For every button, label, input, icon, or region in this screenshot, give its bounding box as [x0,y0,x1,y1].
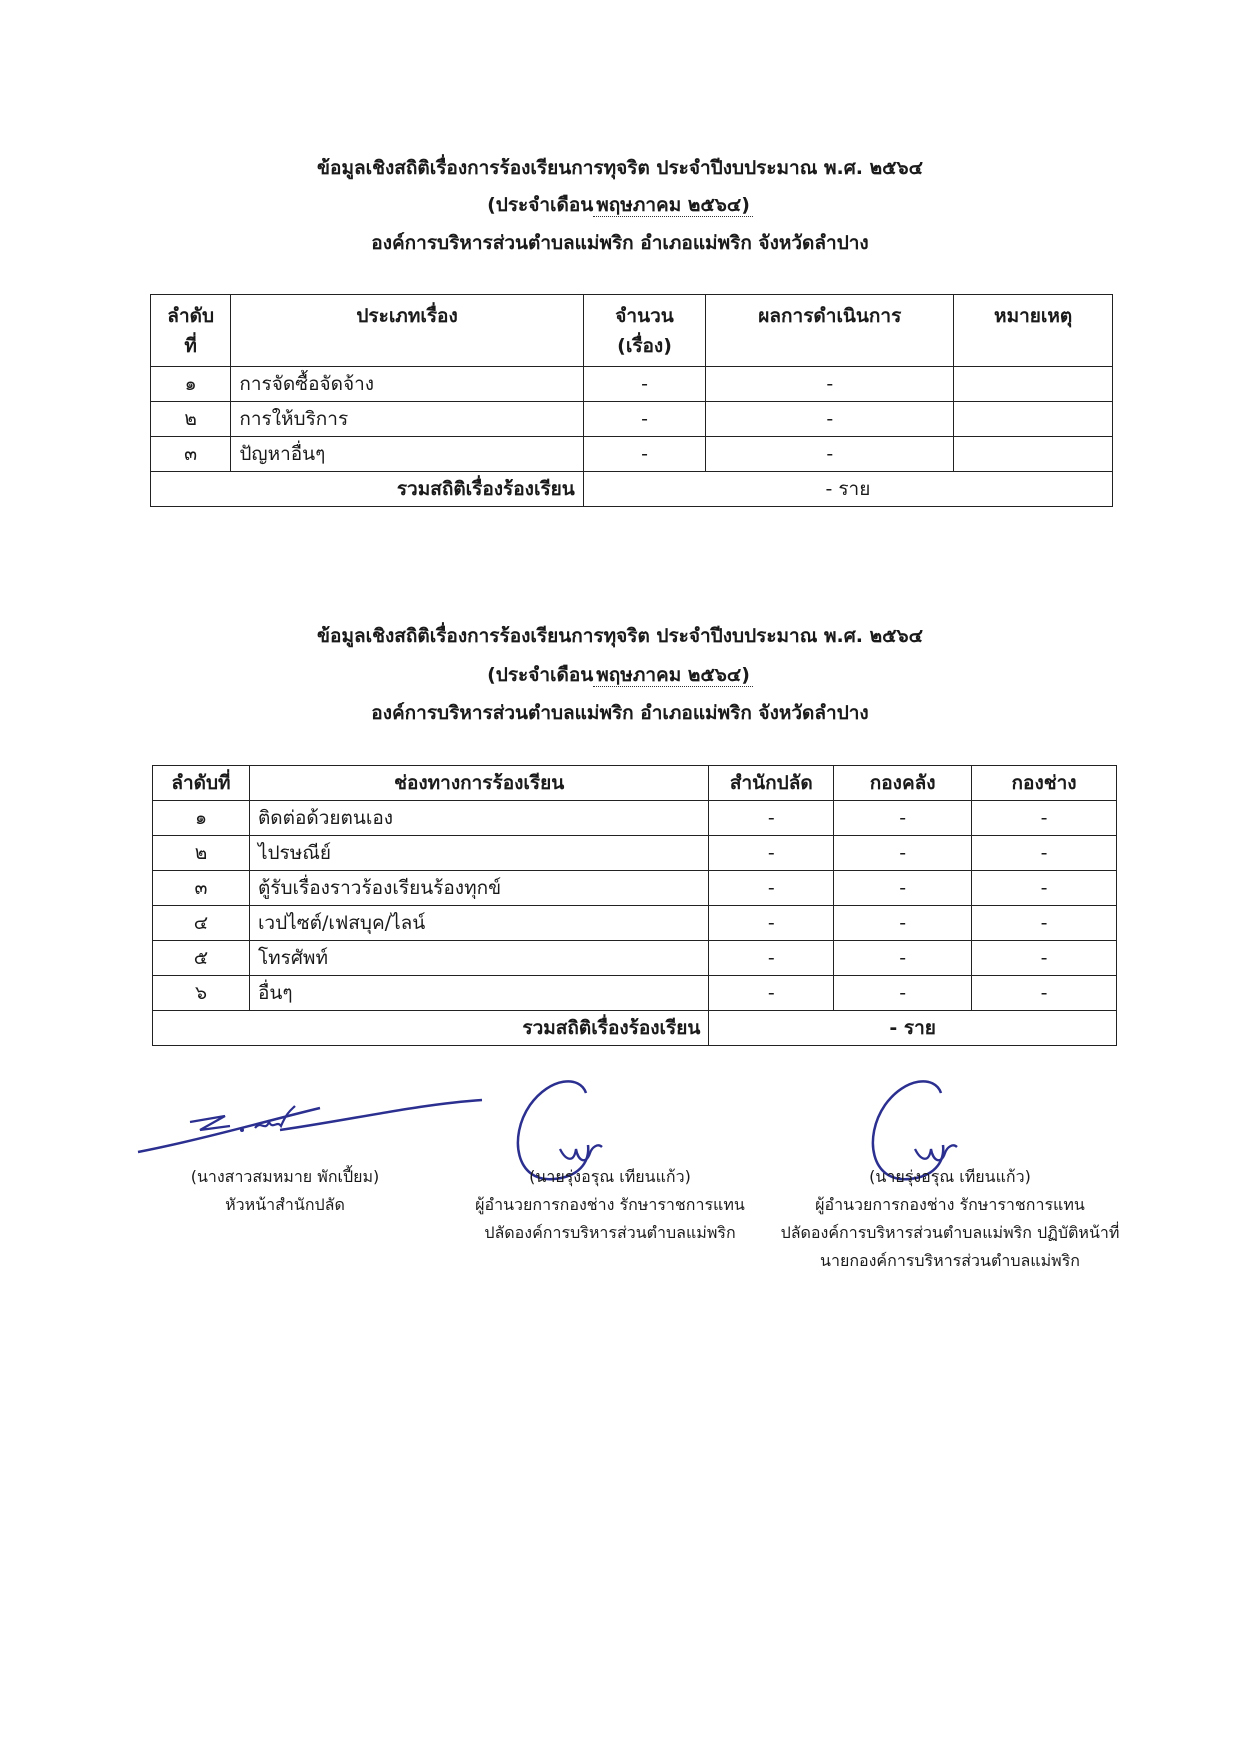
row-no: ๓ [153,871,250,906]
row-office: - [709,836,834,871]
table-row [153,976,1117,1011]
row-finance: - [834,976,972,1011]
section2-month-prefix: (ประจำเดือน [487,664,594,686]
table-total-row [151,472,1113,507]
row-finance: - [834,871,972,906]
table-total-row [153,1011,1117,1046]
total-value: - ราย [709,1011,1117,1046]
col-header-type: ประเภทเรื่อง [231,295,583,367]
total-label: รวมสถิติเรื่องร้องเรียน [153,1011,709,1046]
col-header-result: ผลการดำเนินการ [706,295,954,367]
section2-month [0,664,1240,686]
row-finance: - [834,836,972,871]
table-row [153,941,1117,976]
row-channel: ติดต่อด้วยตนเอง [249,801,708,836]
row-no: ๒ [151,402,231,437]
section1-month [0,194,1240,216]
row-office: - [709,871,834,906]
signature-block-3 [740,1163,1160,1275]
row-office: - [709,976,834,1011]
section1-month-prefix: (ประจำเดือน [487,194,594,216]
section2-org: องค์การบริหารส่วนตำบลแม่พริก อำเภอแม่พริก จังหวัดลำปาง [371,702,869,724]
complaint-channel-table [152,765,1117,1046]
row-count: - [583,367,706,402]
section1-month-value: พฤษภาคม ๒๕๖๔) [593,194,753,217]
signer-position: ปลัดองค์การบริหารส่วนตำบลแม่พริก ปฏิบัติหน้าที่ [780,1223,1120,1242]
row-engineering: - [972,941,1117,976]
signer-position: นายกองค์การบริหารส่วนตำบลแม่พริก [820,1251,1080,1270]
table-row [153,906,1117,941]
row-note [954,402,1113,437]
signer-position: ผู้อำนวยการกองช่าง รักษาราชการแทน [815,1195,1085,1214]
col-header-finance: กองคลัง [834,766,972,801]
signer-position: ปลัดองค์การบริหารส่วนตำบลแม่พริก [484,1223,736,1242]
total-value: - ราย [583,472,1112,507]
row-type: การให้บริการ [231,402,583,437]
row-no: ๕ [153,941,250,976]
row-office: - [709,801,834,836]
row-finance: - [834,941,972,976]
row-count: - [583,402,706,437]
row-no: ๒ [153,836,250,871]
row-result: - [706,437,954,472]
table-header-row [153,766,1117,801]
col-header-channel: ช่องทางการร้องเรียน [249,766,708,801]
row-channel: โทรศัพท์ [249,941,708,976]
row-no: ๑ [151,367,231,402]
table-row [151,437,1113,472]
row-type: ปัญหาอื่นๆ [231,437,583,472]
signer-position: หัวหน้าสำนักปลัด [225,1195,345,1214]
signer-position: ผู้อำนวยการกองช่าง รักษาราชการแทน [475,1195,745,1214]
table-header-row [151,295,1113,367]
row-channel: ไปรษณีย์ [249,836,708,871]
row-note [954,367,1113,402]
col-header-no: ลำดับ ที่ [151,295,231,367]
complaint-type-table [150,294,1113,507]
row-finance: - [834,801,972,836]
section2-title: ข้อมูลเชิงสถิติเรื่องการร้องเรียนการทุจริต ประจำปีงบประมาณ พ.ศ. ๒๕๖๔ [317,625,923,647]
table-row [151,367,1113,402]
row-finance: - [834,906,972,941]
section1-title: ข้อมูลเชิงสถิติเรื่องการร้องเรียนการทุจริต ประจำปีงบประมาณ พ.ศ. ๒๕๖๔ [317,157,923,179]
signer-name: (นางสาวสมหมาย พักเปี้ยม) [190,1167,380,1186]
row-no: ๑ [153,801,250,836]
row-note [954,437,1113,472]
signature-block-1 [120,1163,450,1219]
signer-name: (นายรุ่งอรุณ เทียนแก้ว) [529,1167,691,1186]
total-label: รวมสถิติเรื่องร้องเรียน [151,472,584,507]
table-row [153,871,1117,906]
table-row [153,801,1117,836]
col-header-note: หมายเหตุ [954,295,1113,367]
col-header-engineering: กองช่าง [972,766,1117,801]
section1-org: องค์การบริหารส่วนตำบลแม่พริก อำเภอแม่พริก จังหวัดลำปาง [371,232,869,254]
row-result: - [706,402,954,437]
row-engineering: - [972,871,1117,906]
row-type: การจัดซื้อจัดจ้าง [231,367,583,402]
col-header-count: จำนวน (เรื่อง) [583,295,706,367]
row-engineering: - [972,836,1117,871]
row-office: - [709,941,834,976]
signer-name: (นายรุ่งอรุณ เทียนแก้ว) [869,1167,1031,1186]
row-count: - [583,437,706,472]
table-row [151,402,1113,437]
row-office: - [709,906,834,941]
col-header-no: ลำดับที่ [153,766,250,801]
row-no: ๔ [153,906,250,941]
row-channel: เวปไซต์/เฟสบุค/ไลน์ [249,906,708,941]
table-row [153,836,1117,871]
section2-month-value: พฤษภาคม ๒๕๖๔) [593,664,753,687]
row-engineering: - [972,976,1117,1011]
col-header-office: สำนักปลัด [709,766,834,801]
row-engineering: - [972,801,1117,836]
row-engineering: - [972,906,1117,941]
row-result: - [706,367,954,402]
row-no: ๖ [153,976,250,1011]
signature-1 [130,1080,490,1160]
row-channel: อื่นๆ [249,976,708,1011]
row-no: ๓ [151,437,231,472]
row-channel: ตู้รับเรื่องราวร้องเรียนร้องทุกข์ [249,871,708,906]
